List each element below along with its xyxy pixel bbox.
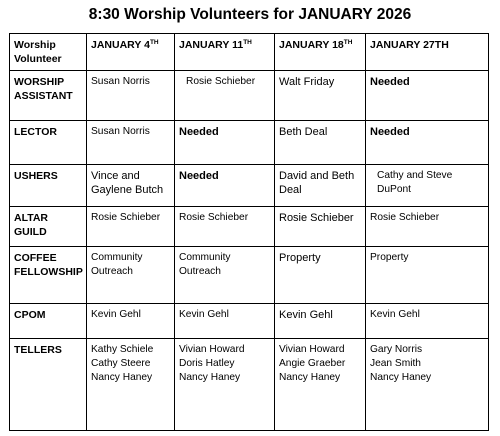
role-cell: COFFEE FELLOWSHIP	[10, 247, 87, 304]
needed-cell: Needed	[175, 121, 275, 165]
volunteer-cell: Gary Norris Jean Smith Nancy Haney	[366, 339, 489, 431]
needed-cell: Needed	[366, 121, 489, 165]
volunteer-cell: Susan Norris	[87, 71, 175, 121]
role-cell: LECTOR	[10, 121, 87, 165]
row-lector	[10, 121, 489, 165]
volunteer-cell: Vivian Howard Doris Hatley Nancy Haney	[175, 339, 275, 431]
volunteer-cell: Property	[275, 247, 366, 304]
page-title: 8:30 Worship Volunteers for JANUARY 2026	[88, 6, 412, 23]
row-tellers	[10, 339, 489, 431]
volunteer-cell: Rosie Schieber	[175, 207, 275, 247]
date-header-jan-11: JANUARY 11TH	[175, 34, 275, 71]
needed-cell: Needed	[366, 71, 489, 121]
volunteer-cell: Vivian Howard Angie Graeber Nancy Haney	[275, 339, 366, 431]
role-cell: USHERS	[10, 165, 87, 207]
role-cell: ALTAR GUILD	[10, 207, 87, 247]
volunteer-cell: Kathy Schiele Cathy Steere Nancy Haney	[87, 339, 175, 431]
row-coffee-fellowship	[10, 247, 489, 304]
row-ushers	[10, 165, 489, 207]
row-cpom	[10, 304, 489, 339]
volunteer-cell: Kevin Gehl	[175, 304, 275, 339]
header-row	[10, 34, 489, 71]
volunteer-cell: Kevin Gehl	[87, 304, 175, 339]
volunteer-cell: Kevin Gehl	[366, 304, 489, 339]
volunteer-schedule-table	[9, 33, 489, 431]
role-cell: TELLERS	[10, 339, 87, 431]
volunteer-cell: Property	[366, 247, 489, 304]
volunteer-cell: Rosie Schieber	[275, 207, 366, 247]
row-worship-assistant	[10, 71, 489, 121]
role-cell: CPOM	[10, 304, 87, 339]
volunteer-cell: Rosie Schieber	[366, 207, 489, 247]
role-cell: WORSHIP ASSISTANT	[10, 71, 87, 121]
header-role-cell	[10, 34, 87, 71]
volunteer-cell: David and Beth Deal	[275, 165, 366, 207]
volunteer-cell: Rosie Schieber	[175, 71, 275, 121]
date-header-jan-27: JANUARY 27TH	[366, 34, 489, 71]
header-role-line: Volunteer	[14, 53, 62, 65]
volunteer-cell: Community Outreach	[87, 247, 175, 304]
volunteer-cell: Kevin Gehl	[275, 304, 366, 339]
volunteer-cell: Vince and Gaylene Butch	[87, 165, 175, 207]
volunteer-cell: Community Outreach	[175, 247, 275, 304]
needed-cell: Needed	[175, 165, 275, 207]
volunteer-cell: Walt Friday	[275, 71, 366, 121]
volunteer-cell: Rosie Schieber	[87, 207, 175, 247]
volunteer-cell: Susan Norris	[87, 121, 175, 165]
row-altar-guild	[10, 207, 489, 247]
header-role-line: Worship	[14, 39, 56, 51]
date-header-jan-4: JANUARY 4TH	[87, 34, 175, 71]
volunteer-cell: Beth Deal	[275, 121, 366, 165]
date-header-jan-18: JANUARY 18TH	[275, 34, 366, 71]
volunteer-cell: Cathy and Steve DuPont	[366, 165, 489, 207]
